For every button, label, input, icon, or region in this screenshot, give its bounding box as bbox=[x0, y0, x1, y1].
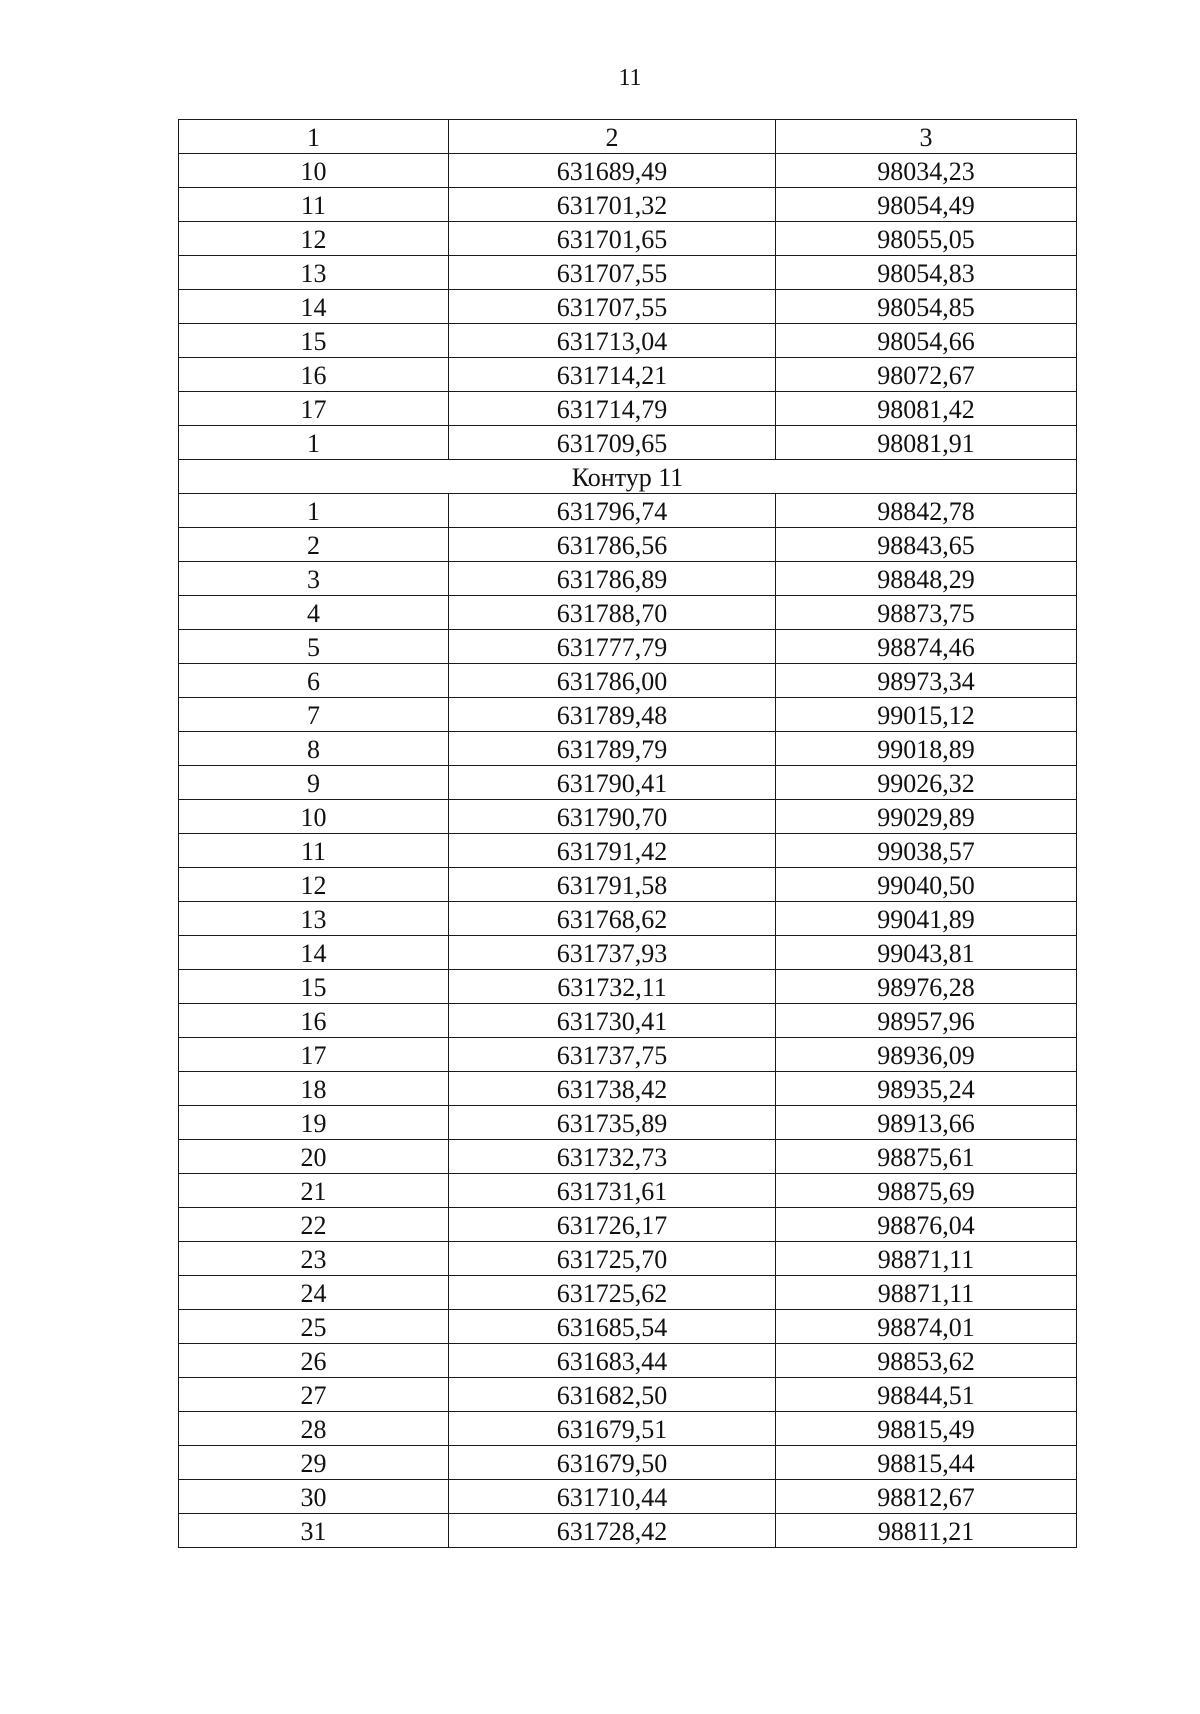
header-cell-x: 2 bbox=[449, 120, 776, 154]
point-number-cell: 11 bbox=[179, 834, 449, 868]
x-coordinate-cell: 631682,50 bbox=[449, 1378, 776, 1412]
point-number-cell: 6 bbox=[179, 664, 449, 698]
point-number-cell: 12 bbox=[179, 222, 449, 256]
y-coordinate-cell: 98848,29 bbox=[776, 562, 1077, 596]
point-number-cell: 30 bbox=[179, 1480, 449, 1514]
table-row bbox=[179, 562, 1077, 596]
y-coordinate-cell: 98976,28 bbox=[776, 970, 1077, 1004]
section-row bbox=[179, 460, 1077, 494]
coordinates-table-body bbox=[179, 120, 1077, 1548]
y-coordinate-cell: 98842,78 bbox=[776, 494, 1077, 528]
y-coordinate-cell: 98844,51 bbox=[776, 1378, 1077, 1412]
table-row bbox=[179, 936, 1077, 970]
point-number-cell: 13 bbox=[179, 902, 449, 936]
table-row bbox=[179, 596, 1077, 630]
table-row bbox=[179, 1310, 1077, 1344]
x-coordinate-cell: 631777,79 bbox=[449, 630, 776, 664]
table-row bbox=[179, 1242, 1077, 1276]
y-coordinate-cell: 98815,44 bbox=[776, 1446, 1077, 1480]
point-number-cell: 24 bbox=[179, 1276, 449, 1310]
point-number-cell: 28 bbox=[179, 1412, 449, 1446]
table-row bbox=[179, 290, 1077, 324]
table-row bbox=[179, 868, 1077, 902]
point-number-cell: 31 bbox=[179, 1514, 449, 1548]
table-row bbox=[179, 970, 1077, 1004]
y-coordinate-cell: 98936,09 bbox=[776, 1038, 1077, 1072]
y-coordinate-cell: 98843,65 bbox=[776, 528, 1077, 562]
point-number-cell: 9 bbox=[179, 766, 449, 800]
x-coordinate-cell: 631786,00 bbox=[449, 664, 776, 698]
page-number: 11 bbox=[618, 65, 642, 91]
point-number-cell: 1 bbox=[179, 494, 449, 528]
x-coordinate-cell: 631790,70 bbox=[449, 800, 776, 834]
table-row bbox=[179, 834, 1077, 868]
x-coordinate-cell: 631726,17 bbox=[449, 1208, 776, 1242]
point-number-cell: 17 bbox=[179, 392, 449, 426]
table-row bbox=[179, 1174, 1077, 1208]
y-coordinate-cell: 99015,12 bbox=[776, 698, 1077, 732]
point-number-cell: 18 bbox=[179, 1072, 449, 1106]
x-coordinate-cell: 631679,50 bbox=[449, 1446, 776, 1480]
table-row bbox=[179, 1446, 1077, 1480]
x-coordinate-cell: 631701,65 bbox=[449, 222, 776, 256]
header-cell-y: 3 bbox=[776, 120, 1077, 154]
point-number-cell: 7 bbox=[179, 698, 449, 732]
point-number-cell: 10 bbox=[179, 800, 449, 834]
x-coordinate-cell: 631796,74 bbox=[449, 494, 776, 528]
y-coordinate-cell: 99018,89 bbox=[776, 732, 1077, 766]
y-coordinate-cell: 98054,49 bbox=[776, 188, 1077, 222]
point-number-cell: 10 bbox=[179, 154, 449, 188]
table-row bbox=[179, 494, 1077, 528]
point-number-cell: 21 bbox=[179, 1174, 449, 1208]
x-coordinate-cell: 631713,04 bbox=[449, 324, 776, 358]
x-coordinate-cell: 631732,11 bbox=[449, 970, 776, 1004]
table-row bbox=[179, 902, 1077, 936]
table-row bbox=[179, 358, 1077, 392]
y-coordinate-cell: 99040,50 bbox=[776, 868, 1077, 902]
x-coordinate-cell: 631685,54 bbox=[449, 1310, 776, 1344]
header-cell-point: 1 bbox=[179, 120, 449, 154]
y-coordinate-cell: 98853,62 bbox=[776, 1344, 1077, 1378]
x-coordinate-cell: 631710,44 bbox=[449, 1480, 776, 1514]
x-coordinate-cell: 631768,62 bbox=[449, 902, 776, 936]
y-coordinate-cell: 98875,61 bbox=[776, 1140, 1077, 1174]
x-coordinate-cell: 631725,62 bbox=[449, 1276, 776, 1310]
x-coordinate-cell: 631789,79 bbox=[449, 732, 776, 766]
x-coordinate-cell: 631738,42 bbox=[449, 1072, 776, 1106]
x-coordinate-cell: 631679,51 bbox=[449, 1412, 776, 1446]
x-coordinate-cell: 631689,49 bbox=[449, 154, 776, 188]
table-row bbox=[179, 1344, 1077, 1378]
point-number-cell: 17 bbox=[179, 1038, 449, 1072]
section-title: Контур 11 bbox=[179, 460, 1077, 494]
table-row bbox=[179, 630, 1077, 664]
y-coordinate-cell: 98034,23 bbox=[776, 154, 1077, 188]
coordinates-table bbox=[178, 119, 1077, 1548]
table-row bbox=[179, 154, 1077, 188]
y-coordinate-cell: 98874,46 bbox=[776, 630, 1077, 664]
x-coordinate-cell: 631789,48 bbox=[449, 698, 776, 732]
point-number-cell: 3 bbox=[179, 562, 449, 596]
x-coordinate-cell: 631737,93 bbox=[449, 936, 776, 970]
point-number-cell: 11 bbox=[179, 188, 449, 222]
y-coordinate-cell: 99026,32 bbox=[776, 766, 1077, 800]
y-coordinate-cell: 98072,67 bbox=[776, 358, 1077, 392]
table-row bbox=[179, 698, 1077, 732]
table-row bbox=[179, 664, 1077, 698]
y-coordinate-cell: 98815,49 bbox=[776, 1412, 1077, 1446]
point-number-cell: 23 bbox=[179, 1242, 449, 1276]
x-coordinate-cell: 631707,55 bbox=[449, 256, 776, 290]
y-coordinate-cell: 98874,01 bbox=[776, 1310, 1077, 1344]
point-number-cell: 14 bbox=[179, 936, 449, 970]
x-coordinate-cell: 631790,41 bbox=[449, 766, 776, 800]
table-row bbox=[179, 426, 1077, 460]
header-row bbox=[179, 120, 1077, 154]
table-row bbox=[179, 222, 1077, 256]
table-row bbox=[179, 1106, 1077, 1140]
y-coordinate-cell: 98935,24 bbox=[776, 1072, 1077, 1106]
y-coordinate-cell: 98876,04 bbox=[776, 1208, 1077, 1242]
x-coordinate-cell: 631707,55 bbox=[449, 290, 776, 324]
x-coordinate-cell: 631728,42 bbox=[449, 1514, 776, 1548]
x-coordinate-cell: 631786,56 bbox=[449, 528, 776, 562]
point-number-cell: 1 bbox=[179, 426, 449, 460]
x-coordinate-cell: 631683,44 bbox=[449, 1344, 776, 1378]
point-number-cell: 13 bbox=[179, 256, 449, 290]
y-coordinate-cell: 98055,05 bbox=[776, 222, 1077, 256]
x-coordinate-cell: 631788,70 bbox=[449, 596, 776, 630]
point-number-cell: 20 bbox=[179, 1140, 449, 1174]
point-number-cell: 19 bbox=[179, 1106, 449, 1140]
table-row bbox=[179, 1276, 1077, 1310]
x-coordinate-cell: 631701,32 bbox=[449, 188, 776, 222]
point-number-cell: 8 bbox=[179, 732, 449, 766]
point-number-cell: 15 bbox=[179, 324, 449, 358]
y-coordinate-cell: 98081,42 bbox=[776, 392, 1077, 426]
y-coordinate-cell: 98871,11 bbox=[776, 1242, 1077, 1276]
y-coordinate-cell: 98875,69 bbox=[776, 1174, 1077, 1208]
x-coordinate-cell: 631737,75 bbox=[449, 1038, 776, 1072]
table-row bbox=[179, 1378, 1077, 1412]
table-row bbox=[179, 1140, 1077, 1174]
x-coordinate-cell: 631709,65 bbox=[449, 426, 776, 460]
table-row bbox=[179, 256, 1077, 290]
y-coordinate-cell: 98871,11 bbox=[776, 1276, 1077, 1310]
table-row bbox=[179, 324, 1077, 358]
table-row bbox=[179, 1480, 1077, 1514]
point-number-cell: 4 bbox=[179, 596, 449, 630]
point-number-cell: 22 bbox=[179, 1208, 449, 1242]
point-number-cell: 26 bbox=[179, 1344, 449, 1378]
table-row bbox=[179, 766, 1077, 800]
x-coordinate-cell: 631714,21 bbox=[449, 358, 776, 392]
y-coordinate-cell: 98973,34 bbox=[776, 664, 1077, 698]
table-row bbox=[179, 800, 1077, 834]
table-row bbox=[179, 392, 1077, 426]
x-coordinate-cell: 631732,73 bbox=[449, 1140, 776, 1174]
y-coordinate-cell: 98054,85 bbox=[776, 290, 1077, 324]
point-number-cell: 15 bbox=[179, 970, 449, 1004]
y-coordinate-cell: 99041,89 bbox=[776, 902, 1077, 936]
x-coordinate-cell: 631791,58 bbox=[449, 868, 776, 902]
point-number-cell: 12 bbox=[179, 868, 449, 902]
point-number-cell: 25 bbox=[179, 1310, 449, 1344]
table-row bbox=[179, 1412, 1077, 1446]
x-coordinate-cell: 631791,42 bbox=[449, 834, 776, 868]
y-coordinate-cell: 99043,81 bbox=[776, 936, 1077, 970]
x-coordinate-cell: 631730,41 bbox=[449, 1004, 776, 1038]
y-coordinate-cell: 98811,21 bbox=[776, 1514, 1077, 1548]
table-row bbox=[179, 1208, 1077, 1242]
y-coordinate-cell: 99029,89 bbox=[776, 800, 1077, 834]
point-number-cell: 5 bbox=[179, 630, 449, 664]
y-coordinate-cell: 98081,91 bbox=[776, 426, 1077, 460]
table-row bbox=[179, 1038, 1077, 1072]
y-coordinate-cell: 98054,83 bbox=[776, 256, 1077, 290]
point-number-cell: 16 bbox=[179, 358, 449, 392]
y-coordinate-cell: 98054,66 bbox=[776, 324, 1077, 358]
point-number-cell: 16 bbox=[179, 1004, 449, 1038]
x-coordinate-cell: 631731,61 bbox=[449, 1174, 776, 1208]
y-coordinate-cell: 99038,57 bbox=[776, 834, 1077, 868]
table-row bbox=[179, 1072, 1077, 1106]
x-coordinate-cell: 631786,89 bbox=[449, 562, 776, 596]
y-coordinate-cell: 98873,75 bbox=[776, 596, 1077, 630]
point-number-cell: 14 bbox=[179, 290, 449, 324]
y-coordinate-cell: 98913,66 bbox=[776, 1106, 1077, 1140]
table-row bbox=[179, 1514, 1077, 1548]
y-coordinate-cell: 98812,67 bbox=[776, 1480, 1077, 1514]
x-coordinate-cell: 631714,79 bbox=[449, 392, 776, 426]
point-number-cell: 29 bbox=[179, 1446, 449, 1480]
point-number-cell: 2 bbox=[179, 528, 449, 562]
y-coordinate-cell: 98957,96 bbox=[776, 1004, 1077, 1038]
x-coordinate-cell: 631735,89 bbox=[449, 1106, 776, 1140]
table-row bbox=[179, 188, 1077, 222]
table-row bbox=[179, 732, 1077, 766]
x-coordinate-cell: 631725,70 bbox=[449, 1242, 776, 1276]
table-row bbox=[179, 528, 1077, 562]
point-number-cell: 27 bbox=[179, 1378, 449, 1412]
table-row bbox=[179, 1004, 1077, 1038]
